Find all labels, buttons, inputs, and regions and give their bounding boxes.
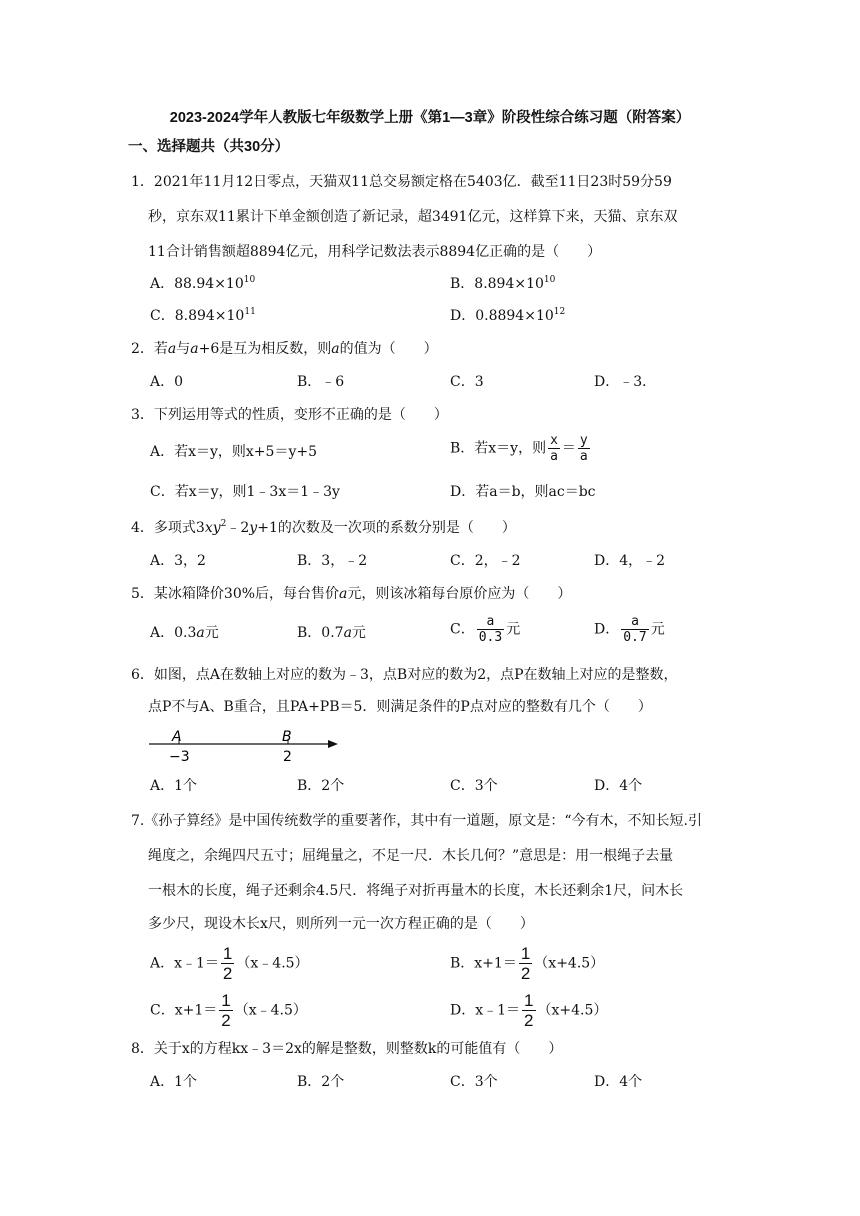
q6-option-b: B．2个 — [297, 778, 345, 794]
tick-label-b: 2 — [283, 749, 292, 765]
q1-option-d: D．$0.8894\times 10^{12}$ — [450, 307, 566, 324]
q7-line-3: 一根木的长度，绳子还剩余4.5尺．将绳子对折再量木的长度，木长还剩余1尺，问木长 — [148, 883, 684, 899]
page-title: 2023-2024学年人教版七年级数学上册《第1—3章》阶段性综合练习题（附答案） — [169, 110, 691, 126]
q3-option-d: D．若a＝b，则ac＝bc — [450, 484, 596, 500]
q7-option-c: C．x+1＝ $\frac{1}{2}$ （x﹣4.5） — [150, 991, 307, 1030]
q7-line-2: 绳度之，余绳四尺五寸；屈绳量之，不足一尺．木长几何？”意思是：用一根绳子去量 — [148, 848, 674, 864]
point-label-b: B — [282, 729, 292, 745]
q1-line-3: 11合计销售额超8894亿元，用科学记数法表示8894亿正确的是（ ） — [148, 244, 602, 260]
q7-option-d: D．x﹣1＝ $\frac{1}{2}$ （x+4.5） — [450, 991, 608, 1030]
q7-option-b: B．x+1＝ $\frac{1}{2}$ （x+4.5） — [450, 944, 605, 983]
q1-line-1: 1．2021年11月12日零点，天猫双11总交易额定格在5403亿．截至11日23时59分59 — [131, 174, 672, 190]
q2-option-b: B．﹣6 — [297, 374, 345, 390]
q7-line-1: 7.《孙子算经》是中国传统数学的重要著作，其中有一道题，原文是：“今有木，不知长短.引 — [131, 813, 702, 829]
q8-option-d: D．4个 — [594, 1074, 643, 1090]
q4-stem: 4．多项式$3xy^2﹣2y+1$的次数及一次项的系数分别是（ ） — [131, 519, 516, 536]
q2-option-d: D．﹣3． — [594, 374, 657, 390]
number-line-arrow — [328, 740, 338, 748]
q6-line-2: 点P不与A、B重合，且PA+PB＝5．则满足条件的P点对应的整数有几个（ ） — [148, 699, 652, 715]
q3-stem: 3．下列运用等式的性质，变形不正确的是（ ） — [131, 407, 448, 423]
q8-option-c: C．3个 — [450, 1074, 498, 1090]
q4-option-a: A．3，2 — [150, 553, 206, 569]
q8-option-b: B．2个 — [297, 1074, 345, 1090]
q7-line-4: 多少尺，现设木长x尺，则所列一元一次方程正确的是（ ） — [148, 916, 534, 932]
q6-option-d: D．4个 — [594, 778, 643, 794]
point-label-a: A — [172, 729, 182, 745]
q1-option-c: C．$8.894\times 10^{11}$ — [150, 307, 256, 324]
q1-option-b: B．$8.894\times 10^{10}$ — [450, 275, 556, 292]
q6-option-a: A．1个 — [150, 778, 198, 794]
q1-line-2: 秒，京东双11累计下单金额创造了新记录，超3491亿元，这样算下来，天猫、京东双 — [148, 209, 678, 225]
q5-option-d: D． $\frac{a}{0.7}$ 元 — [594, 614, 665, 645]
q7-option-a: A．x﹣1＝ $\frac{1}{2}$ （x﹣4.5） — [150, 944, 309, 983]
q2-option-a: A．0 — [150, 374, 184, 390]
q8-stem: 8．关于x的方程kx﹣3＝2x的解是整数，则整数k的可能值有（ ） — [131, 1041, 563, 1057]
q5-stem: 5．某冰箱降价30%后，每台售价a元，则该冰箱每台原价应为（ ） — [131, 586, 572, 602]
q3-option-b: B．若x＝y，则 $\frac{x}{a}$ ＝ $\frac{y}{a}$ — [450, 433, 588, 464]
q5-option-c: C． $\frac{a}{0.3}$ 元 — [450, 614, 521, 645]
q4-option-c: C．2，﹣2 — [450, 553, 521, 569]
q6-line-1: 6．如图，点A在数轴上对应的数为﹣3，点B对应的数为2，点P在数轴上对应的是整数， — [131, 667, 678, 683]
q3-option-a: A．若x＝y，则x+5＝y+5 — [150, 444, 317, 460]
q1-option-a: A．$88.94\times 10^{10}$ — [150, 275, 256, 292]
q6-option-c: C．3个 — [450, 778, 498, 794]
tick-label-a: −3 — [169, 749, 190, 765]
q4-option-d: D．4，﹣2 — [594, 553, 666, 569]
number-line-figure — [146, 728, 346, 768]
q3-option-c: C．若x＝y，则1﹣3x＝1﹣3y — [150, 484, 340, 500]
q4-option-b: B．3，﹣2 — [297, 553, 368, 569]
q2-option-c: C．3 — [450, 374, 484, 390]
q5-option-a: A．0.3a元 — [150, 625, 219, 641]
q2-stem: 2．若a与a+6是互为相反数，则a的值为（ ） — [131, 341, 438, 357]
q8-option-a: A．1个 — [150, 1074, 198, 1090]
q5-option-b: B．0.7a元 — [297, 625, 366, 641]
section-heading: 一、选择题共（共30分） — [128, 139, 290, 155]
